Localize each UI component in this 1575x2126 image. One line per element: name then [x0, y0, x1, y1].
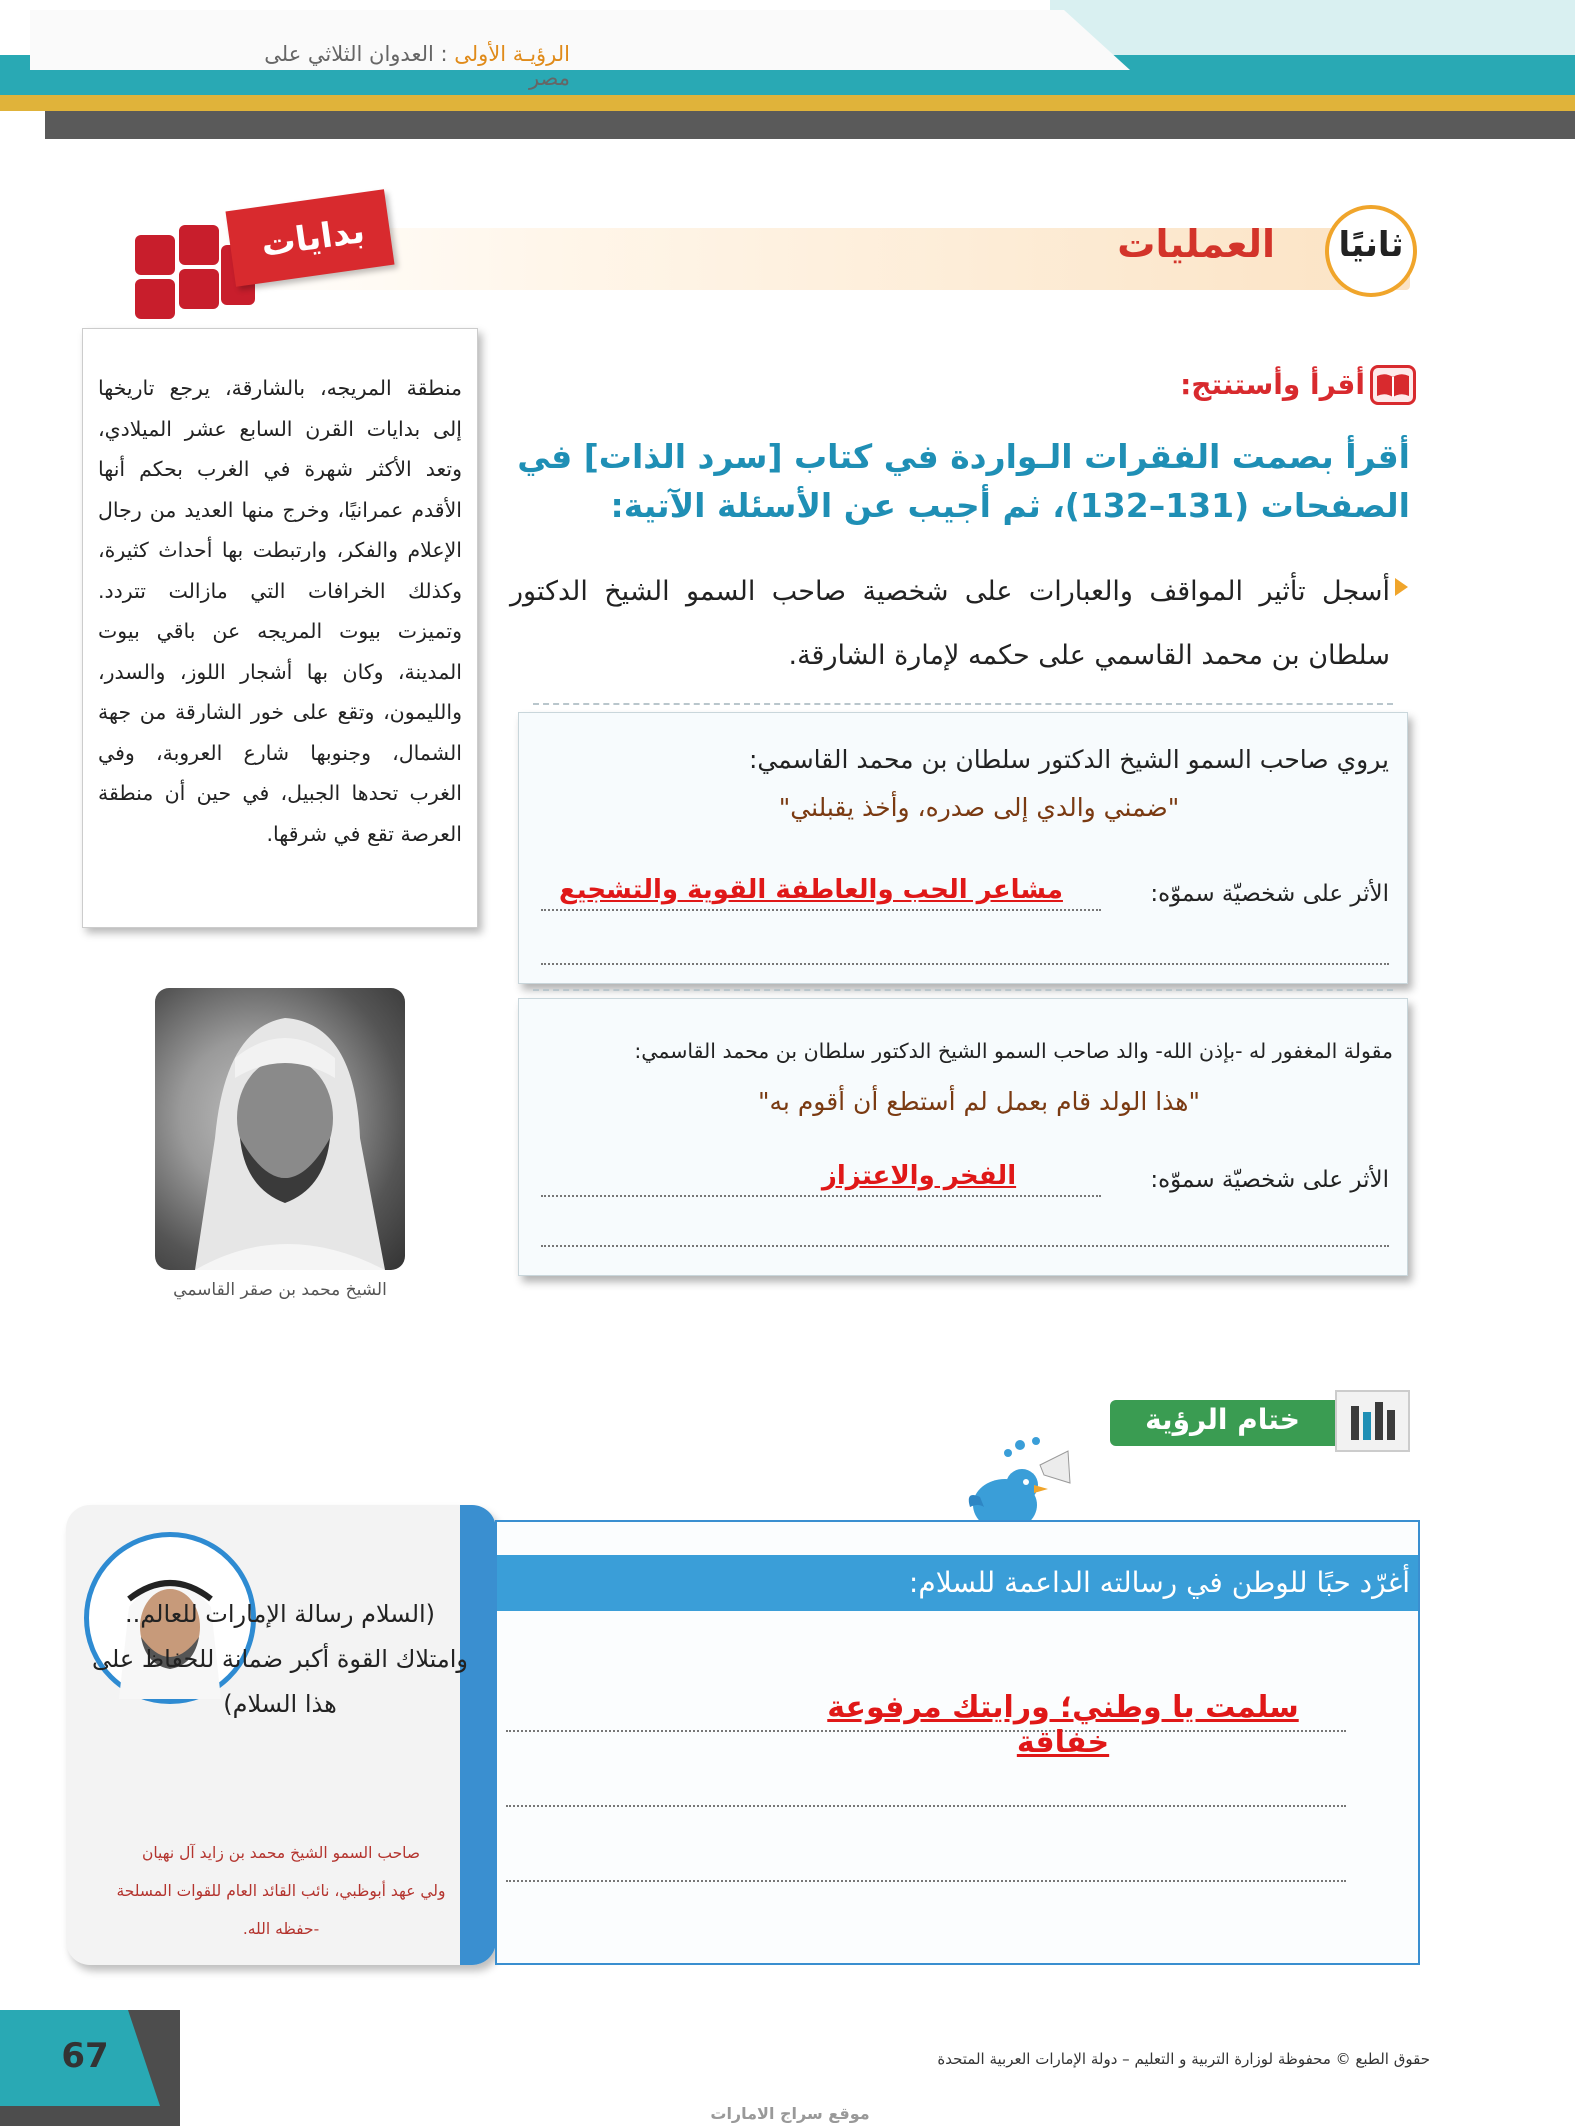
card-intro: مقولة المغفور له -بإذن الله- والد صاحب السمو الشيخ الدكتور سلطان بن محمد القاسمي: [634, 1039, 1393, 1063]
card-answer[interactable]: الفخر والاعتزاز [821, 1161, 1017, 1191]
reading-instruction: أقرأ بصمت الفقرات الـواردة في كتاب [سرد الذات] في الصفحات (131–132)، ثم أجيب عن الأسئلة الآتية: [517, 437, 1410, 525]
section-number: ثانيًا [1338, 225, 1404, 265]
photo-caption: الشيخ محمد بن صقر القاسمي [173, 1280, 387, 1300]
section-title: العمليات [1117, 222, 1275, 266]
portrait-photo [155, 988, 405, 1270]
copyright: حقوق الطبع © محفوظة لوزارة التربية و التعليم – دولة الإمارات العربية المتحدة [937, 2050, 1430, 2068]
header-accent: الرؤيـة الأولى [454, 42, 570, 66]
running-header [220, 42, 570, 90]
closing-title: ختام الرؤية [1145, 1403, 1300, 1436]
peace-quote-source [76, 1834, 486, 1948]
bullet-task: أسجل تأثير المواقف والعبارات على شخصية صاحب السمو الشيخ الدكتور سلطان بن محمد القاسمي على حكمه لإمارة الشارقة. [510, 576, 1390, 671]
card-answer[interactable]: مشاعر الحب والعاطفة القوية والتشجيع [559, 875, 1063, 905]
bidayat-badge-text: بدايات [258, 210, 368, 266]
tweet-answer[interactable]: سلمت يا وطني؛ ورايتك مرفوعة خفاقة [827, 1690, 1299, 1760]
effect-label: الأثر على شخصيّة سموّه: [1150, 1167, 1389, 1193]
card-intro: يروي صاحب السمو الشيخ الدكتور سلطان بن محمد القاسمي: [748, 745, 1389, 774]
answer-line [506, 1805, 1346, 1807]
sidebar-text: منطقة المريجه، بالشارقة، يرجع تاريخها إلى بدايات القرن السابع عشر الميلادي، وتعد الأكثر شهرة في الغرب بحكم أنها الأقدم عمرانيًا، وخرج منها العديد من رجال الإعلام والفكر، وارتبطت بها أحداث كثيرة، وكذلك الخرافات التي مازالت تتردد. وتميزت بيوت المريجه عن باقي بيوت المدينة، وكان بها أشجار اللوز، والسدر، والليمون، وتقع على خور الشارقة من جهة الشمال، وجنوبها شارع العروبة، وفي الغرب تحدها الجبيل، في حين أن منطقة العرصة تقع في شرقها. [98, 376, 462, 846]
card-quote: "ضمني والدي إلى صدره، وأخذ يقبلني" [778, 793, 1180, 822]
source-line: ولي عهد أبوظبي، نائب القائد العام للقوات المسلحة [116, 1882, 446, 1900]
quote-card-1 [518, 712, 1408, 984]
footer-watermark: موقع سراج الامارات [710, 2104, 870, 2123]
answer-line [541, 909, 1101, 911]
answer-line [541, 1195, 1101, 1197]
book-icon [1370, 365, 1416, 405]
quote-card-2 [518, 998, 1408, 1276]
card-quote: "هذا الولد قام بعمل لم أستطع أن أقوم به" [758, 1087, 1200, 1116]
answer-line [541, 1245, 1389, 1247]
source-line: -حفظه الله. [242, 1920, 320, 1938]
peace-quote: (السلام رسالة الإمارات للعالم.. وامتلاك القوة أكبر ضمانة للحفاظ على هذا السلام) [91, 1600, 469, 1718]
page-number: 67 [61, 2036, 109, 2076]
answer-line [506, 1880, 1346, 1882]
header-band [0, 0, 1575, 140]
closing-banner [1110, 1390, 1410, 1452]
answer-line [541, 963, 1389, 965]
header-rest: : العدوان الثلاثي على مصر [264, 42, 570, 90]
effect-label: الأثر على شخصيّة سموّه: [1150, 881, 1389, 907]
source-line: صاحب السمو الشيخ محمد بن زايد آل نهيان [141, 1844, 421, 1862]
read-deduce-title: أقرأ وأستنتج: [1180, 368, 1365, 401]
tweet-prompt: أغرّد حبًا للوطن في رسالته الداعمة للسلام: [908, 1566, 1410, 1599]
bullet-arrow-icon [1395, 578, 1408, 596]
bookshelf-icon [1335, 1390, 1410, 1452]
